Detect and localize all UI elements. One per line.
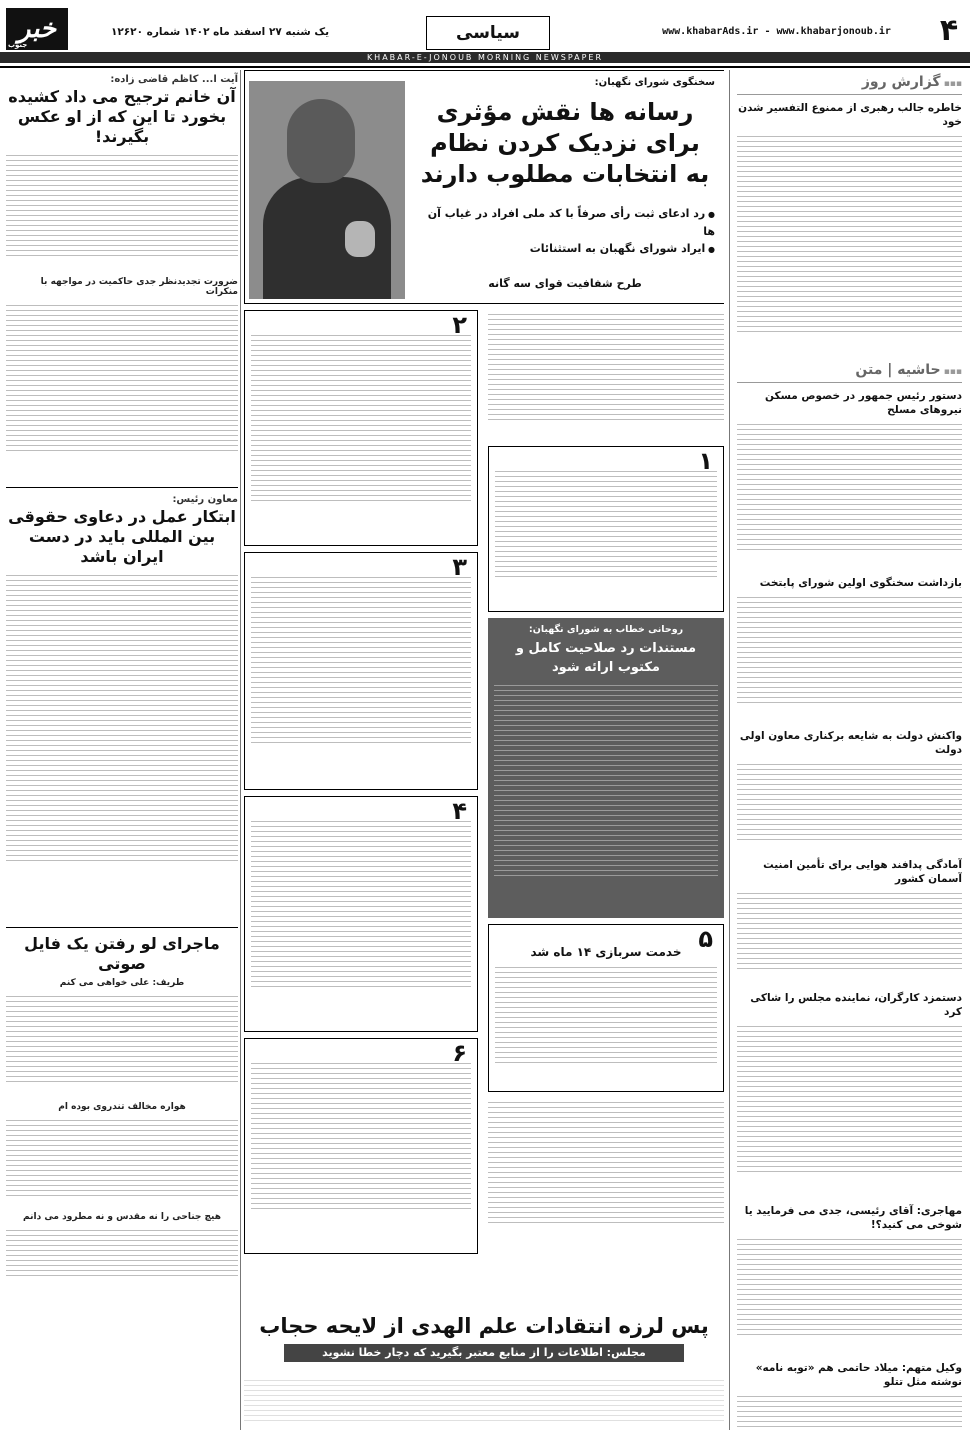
box-number: ۲ [452, 311, 467, 339]
headline: آمادگی پدافند هوایی برای تأمین امنیت آسمان کشور [763, 859, 962, 885]
lead-subtitle: طرح شفافیت قوای سه گانه [488, 277, 642, 290]
headline: دستور رئیس جمهور در خصوص مسکن نیروهای مسلح [765, 390, 962, 416]
body-text [737, 1022, 962, 1198]
body-text [737, 1392, 962, 1430]
column-divider [729, 70, 730, 1430]
section-box-6 [244, 1038, 478, 1254]
grey-box-kicker: روحانی خطاب به شورای نگهبان: [528, 624, 684, 635]
body-text [251, 331, 471, 537]
subhead: هیچ جناحی را نه مقدس و نه مطرود می دانم [23, 1212, 221, 1222]
page-number: ۴ [939, 13, 959, 48]
margin-section-title: ▪▪▪ حاشیه | متن [737, 358, 962, 383]
right-column [737, 70, 962, 1430]
divider [6, 487, 238, 488]
photo-head-shape [287, 99, 355, 183]
body-text [244, 1376, 724, 1430]
left-column [6, 70, 238, 1430]
grey-box-headline: مستندات رد صلاحیت کامل و مکتوب ارائه شود [515, 641, 697, 675]
body-text [494, 681, 718, 917]
box-number: ۶ [452, 1039, 467, 1067]
lead-bullets [415, 205, 715, 258]
box-number: ۴ [452, 797, 467, 825]
column-divider [240, 70, 241, 1430]
subhead: ضرورت تجدیدنظر جدی حاکمیت در مواجهه با منکرات [40, 277, 238, 297]
photo-hand-shape [345, 221, 375, 257]
byline: طریف: علی خواهی می کنم [59, 978, 185, 988]
body-text [737, 1235, 962, 1355]
daily-report-title: ▪▪▪ گزارش روز [737, 70, 962, 95]
lead-body-text [488, 310, 724, 440]
lead-headline: رسانه ها نقش مؤثری برای نزدیک کردن نظام به انتخابات مطلوب دارند [420, 98, 710, 188]
body-text [6, 1116, 238, 1212]
section-box-5 [488, 924, 724, 1092]
body-text [251, 1059, 471, 1245]
headline: آن خانم ترجیح می داد کشیده بخورد تا این که از او عکس بگیرند! [8, 87, 236, 146]
headline: وکیل متهم: میلاد حاتمی هم «توبه نامه» نوشته مثل تتلو [755, 1362, 962, 1388]
newspaper-logo [6, 8, 68, 50]
lead-story [244, 70, 724, 304]
headline: دستمزد کارگران، نماینده مجلس را شاکی کرد [750, 992, 962, 1018]
middle-column [244, 70, 724, 1430]
lead-bullet: ● ایراد شورای نگهبان به استثنائات [415, 240, 715, 258]
body-text [495, 467, 717, 603]
header-rule [0, 66, 970, 68]
title-band: KHABAR-E-JONOUB MORNING NEWSPAPER [0, 52, 970, 63]
body-text [6, 1226, 238, 1290]
divider [6, 927, 238, 928]
section-box-3 [244, 552, 478, 790]
headline: بازداشت سخنگوی اولین شورای پابتخت [759, 577, 962, 589]
subhead: هواره مخالف تندروی بوده ام [58, 1102, 186, 1112]
lead-kicker: سخنگوی شورای نگهبان: [594, 77, 715, 88]
body-text [6, 301, 238, 481]
rouhani-statement-box [488, 618, 724, 918]
body-text [6, 992, 238, 1102]
section-box-2 [244, 310, 478, 546]
headline: مهاجری: آقای رئیسی، جدی می فرمایید یا شوخی می کنید؟! [744, 1205, 962, 1231]
body-text [251, 817, 471, 1023]
body-text [737, 132, 962, 358]
body-text [737, 889, 962, 985]
kicker: معاون رئیس: [172, 494, 238, 505]
logo-subtext: جنوب [8, 41, 28, 49]
headline: ماجرای لو رفتن یک فایل صوتی [24, 934, 220, 973]
body-text [495, 963, 717, 1083]
headline: واکنش دولت به شایعه برکناری معاون اولی دولت [739, 730, 962, 756]
body-text [737, 593, 962, 723]
body-text [737, 420, 962, 570]
body-text [737, 760, 962, 852]
box-number: ۳ [452, 553, 467, 581]
hijab-story [244, 1312, 724, 1374]
section-box-4 [244, 796, 478, 1032]
body-text [488, 1098, 724, 1248]
section-label: سیاسی [426, 16, 550, 50]
box-number: ۵ [698, 925, 713, 953]
masthead [0, 0, 970, 68]
headline: ابتکار عمل در دعاوی حقوقی بین المللی باید در دست ایران باشد [8, 507, 236, 566]
dateline: یک شنبه ۲۷ اسفند ماه ۱۴۰۲ شماره ۱۲۶۲۰ [110, 26, 330, 38]
body-text [6, 571, 238, 921]
body-text [6, 151, 238, 277]
box-number: ۱ [698, 447, 713, 475]
hijab-headline: پس لرزه انتقادات علم الهدی از لایحه حجاب [259, 1314, 709, 1338]
section-box-1 [488, 446, 724, 612]
kicker: آیت ا... کاظم قاضی زاده: [110, 74, 238, 85]
box-headline: خدمت سربازی ۱۴ ماه شد [530, 945, 682, 959]
website-urls[interactable]: www.khabarAds.ir - www.khabarjonoub.ir [662, 26, 891, 37]
logo-text: خبر [17, 14, 57, 44]
lead-bullet: ● رد ادعای ثبت رأی صرفاً با کد ملی افراد در غیاب آن ها [415, 205, 715, 240]
spokesman-photo [249, 81, 405, 299]
hijab-subheadline: مجلس: اطلاعات را از منابع معتبر بگیرید که دچار خطا نشوید [284, 1344, 684, 1362]
headline: خاطره جالب رهبری از ممنوع التفسیر شدن خود [738, 102, 962, 128]
body-text [251, 573, 471, 781]
